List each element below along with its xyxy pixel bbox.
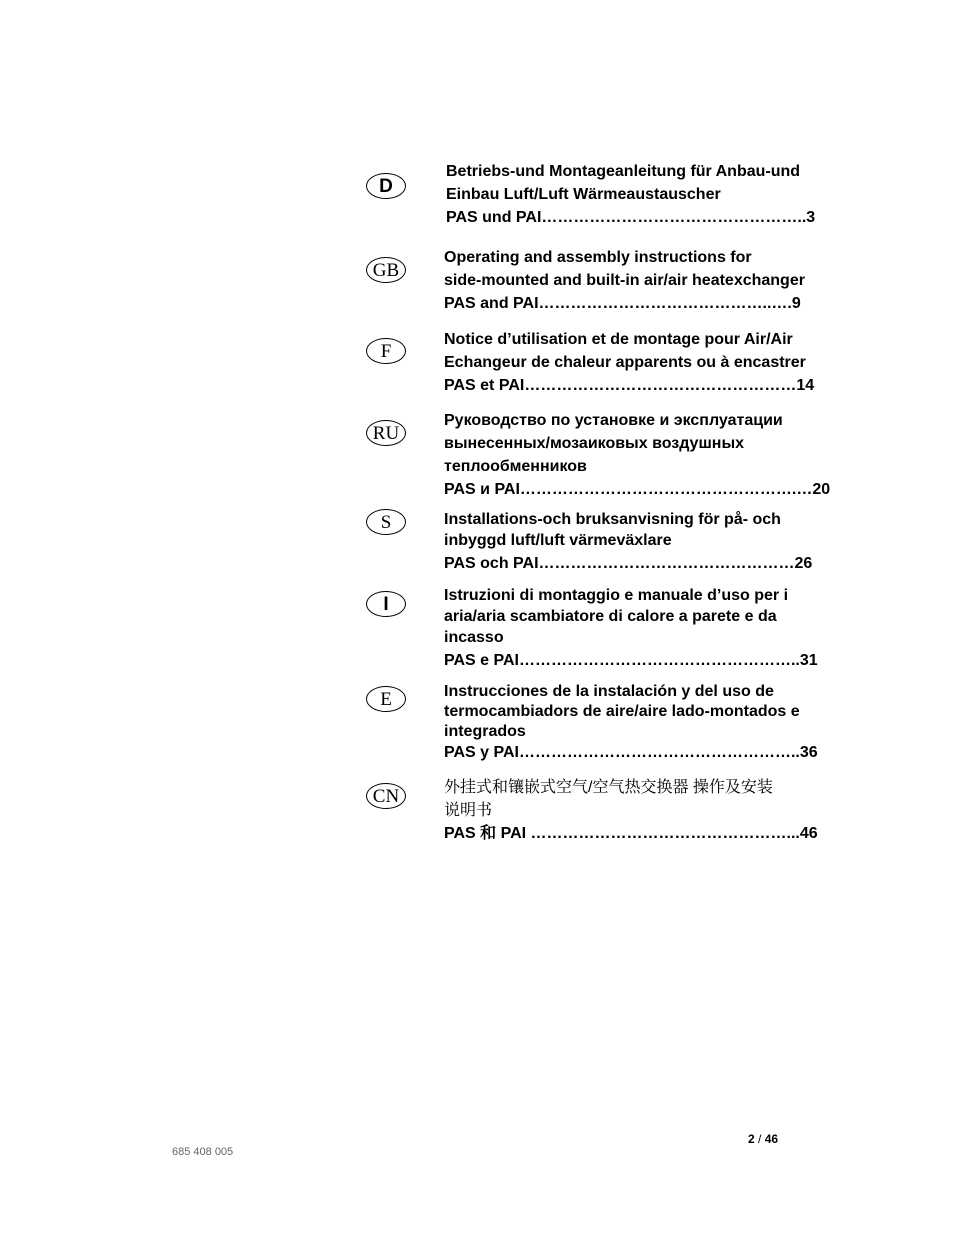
- language-badge-cn: CN: [366, 783, 406, 809]
- toc-entry-text: Betriebs-und Montageanleitung für Anbau-und Einbau Luft/Luft Wärmeaustauscher PAS und PAI…………………………………………..3: [446, 163, 816, 226]
- language-badge-it: I: [366, 591, 406, 617]
- language-badge-fr: F: [366, 338, 406, 364]
- toc-entry-text: Operating and assembly instructions for side-mounted and built-in air/air heatexchanger PAS and PAI……………………………………..….9: [444, 249, 805, 312]
- language-badge-es: E: [366, 686, 406, 712]
- toc-entry-text: Руководство по установке и эксплуатации вынесенных/мозаиковых воздушных теплообменников PAS и PAI…………………………………………….…20: [444, 412, 831, 498]
- language-badge-se: S: [366, 509, 406, 535]
- page-number: 2 / 46: [748, 1132, 779, 1146]
- toc-entry-text: Notice d’utilisation et de montage pour Air/Air Echangeur de chaleur apparents ou à encastrer PAS et PAI……………………………………………14: [444, 331, 815, 394]
- toc-entry-text: Istruzioni di montaggio e manuale d’uso per i aria/aria scambiatore di calore a parete e da incasso PAS e PAI……………………………………………..31: [444, 587, 818, 669]
- language-badge-gb: GB: [366, 257, 406, 283]
- language-badge-de: D: [366, 173, 406, 199]
- toc-entry-text: Instrucciones de la instalación y del uso de termocambiadors de aire/aire lado-montados e integrados PAS y PAI……………………………………………..36: [444, 683, 818, 761]
- document-number: 685 408 005: [172, 1146, 234, 1158]
- language-badge-ru: RU: [366, 420, 406, 446]
- toc-entry-text: 外挂式和镶嵌式空气/空气热交换器 操作及安装 说明书 PAS 和 PAI …………………………………………...46: [444, 779, 818, 842]
- toc-entry-text: Installations-och bruksanvisning för på- och inbyggd luft/luft värmeväxlare PAS och PAI…………………………………………26: [444, 511, 813, 572]
